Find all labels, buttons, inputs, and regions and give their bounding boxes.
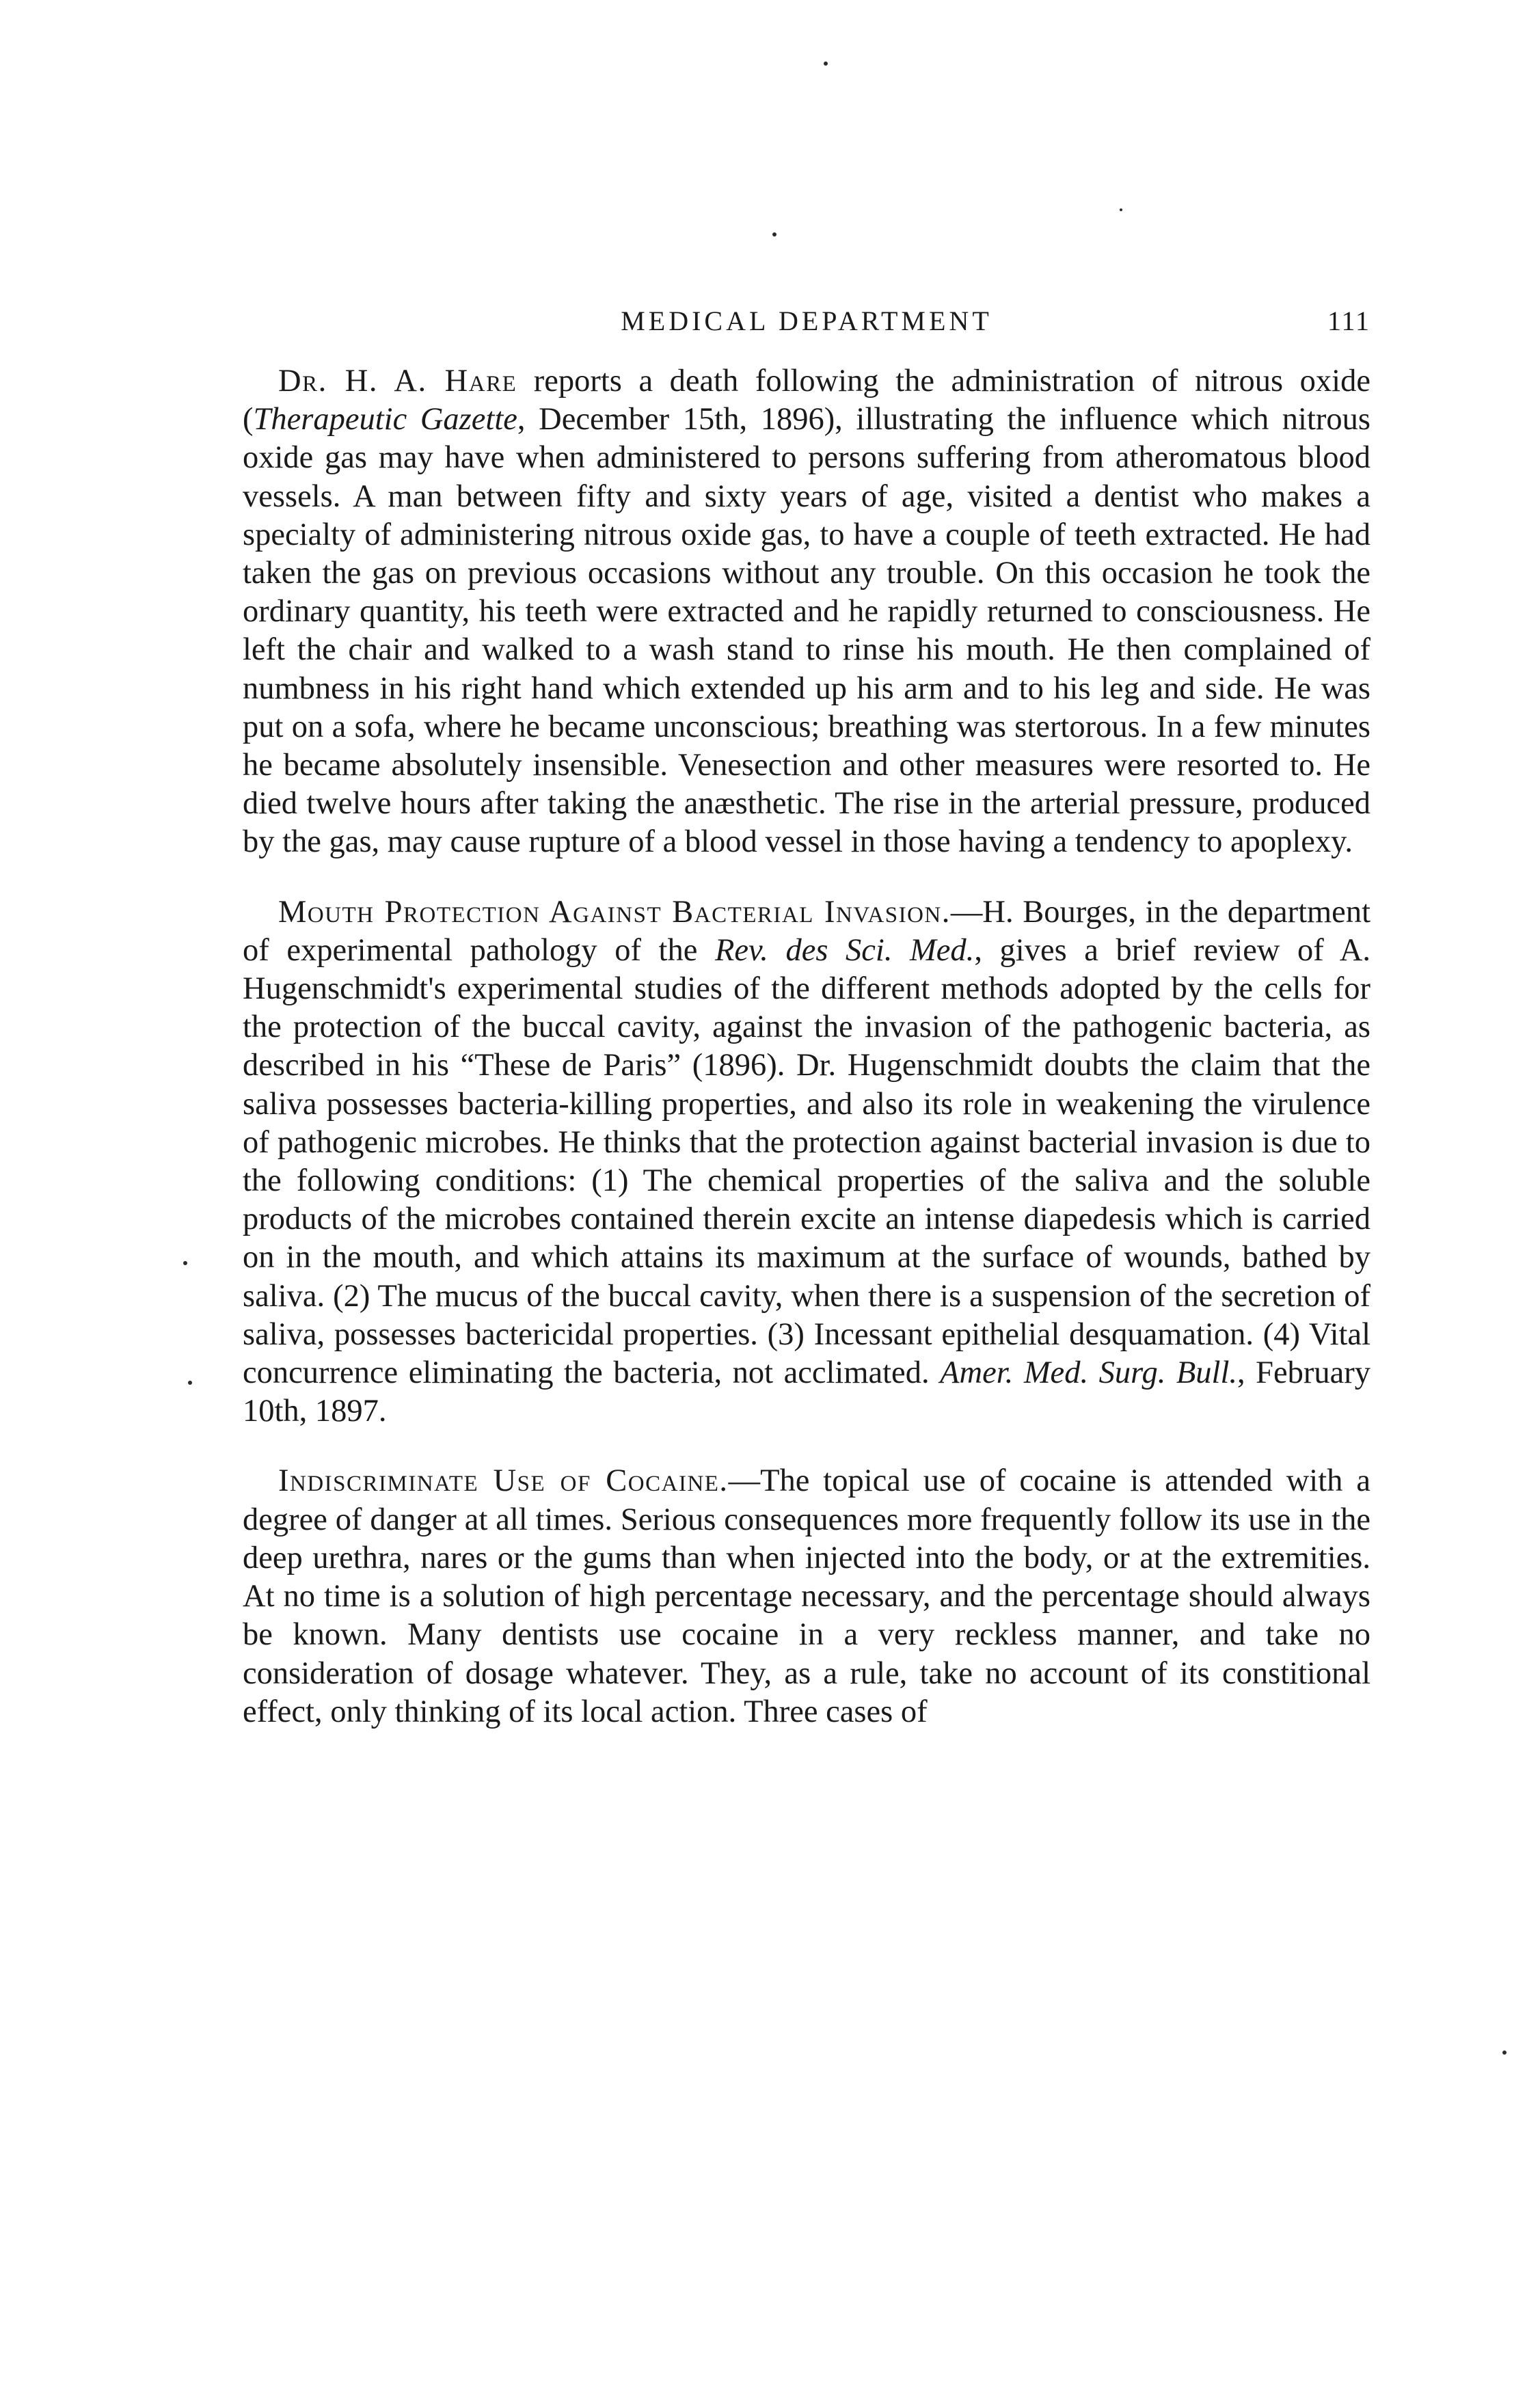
section-heading: Indiscriminate Use of Cocaine. xyxy=(278,1463,729,1499)
print-speck xyxy=(188,1381,192,1385)
print-speck xyxy=(1502,2051,1507,2055)
page-number: 111 xyxy=(1327,306,1370,336)
paragraph-text: , December 15th, 1896), illustrating the influence which nitrous oxide gas may have when administered to persons suffering from atheromatous blood vessels. A man between fifty and sixty years of age, visited a dentist who makes a specialty of administering nitrous oxide gas, to have a couple of teeth extracted. He had taken the gas on previous occasions without any trouble. On this occasion he took the ordinary quantity, his teeth were extracted and he rapidly returned to consciousness. He left the chair and walked to a wash stand to rinse his mouth. He then complained of numbness in his right hand which extended up his arm and to his leg and side. He was put on a sofa, where he became unconscious; breathing was stertorous. In a few minutes he became absolutely insensible. Venesection and other measures were resorted to. He died twelve hours after taking the anæsthetic. The rise in the arterial pressure, produced by the gas, may cause rupture of a blood vessel in those having a tendency to apoplexy. xyxy=(243,402,1370,860)
paragraph-text: —H. Bourges, in the department of experimental pathology of the xyxy=(243,894,1370,968)
running-head xyxy=(243,304,1370,338)
paragraph-text: —The topical use of cocaine is attended with a degree of danger at all times. Serious consequences more frequently follow its use in the deep urethra, nares or the gums than when injected into the body, or at the extremities. At no time is a solution of high percentage necessary, and the percentage should always be known. Many dentists use cocaine in a very reckless manner, and take no consideration of dosage whatever. They, as a rule, take no account of its constitional effect, only thinking of its local action. Three cases of xyxy=(243,1463,1370,1729)
running-head-title: MEDICAL DEPARTMENT xyxy=(621,306,992,336)
print-speck xyxy=(1120,208,1122,211)
paragraph-text: , February 10th, 1897. xyxy=(243,1355,1371,1429)
journal-title: Amer. Med. Surg. Bull. xyxy=(940,1355,1237,1391)
journal-title: Rev. des Sci. Med. xyxy=(714,932,975,968)
paragraph-text: reports a death following the administration of nitrous oxide ( xyxy=(243,364,1370,437)
body-text xyxy=(243,362,1370,1763)
print-speck xyxy=(183,1261,187,1265)
print-speck xyxy=(824,62,828,66)
book-page xyxy=(243,0,1370,2382)
print-speck xyxy=(772,232,776,236)
paragraph-lead: Dr. H. A. Hare xyxy=(278,364,517,398)
journal-title: Therapeutic Gazette xyxy=(253,402,517,437)
paragraph-cocaine xyxy=(243,1462,1370,1731)
section-heading: Mouth Protection Against Bacterial Invasion. xyxy=(278,894,951,930)
paragraph-mouth-protection xyxy=(243,893,1370,1431)
paragraph-hare-nitrous-oxide xyxy=(243,362,1370,862)
paragraph-text: , gives a brief review of A. Hugenschmidt's experimental studies of the different methods adopted by the cells for the protection of the buccal cavity, against the invasion of the pathogenic bacteria, as described in his “These de Paris” (1896). Dr. Hugenschmidt doubts the claim that the saliva possesses bacteria-killing properties, and also its role in weakening the virulence of pathogenic microbes. He thinks that the protection against bacterial invasion is due to the following conditions: (1) The chemical properties of the saliva and the soluble products of the microbes contained therein excite an intense diapedesis which is carried on in the mouth, and which attains its maximum at the surface of wounds, bathed by saliva. (2) The mucus of the buccal cavity, when there is a suspension of the secretion of saliva, possesses bactericidal properties. (3) Incessant epithelial desquamation. (4) Vital concurrence eliminating the bacteria, not acclimated. xyxy=(243,932,1370,1391)
